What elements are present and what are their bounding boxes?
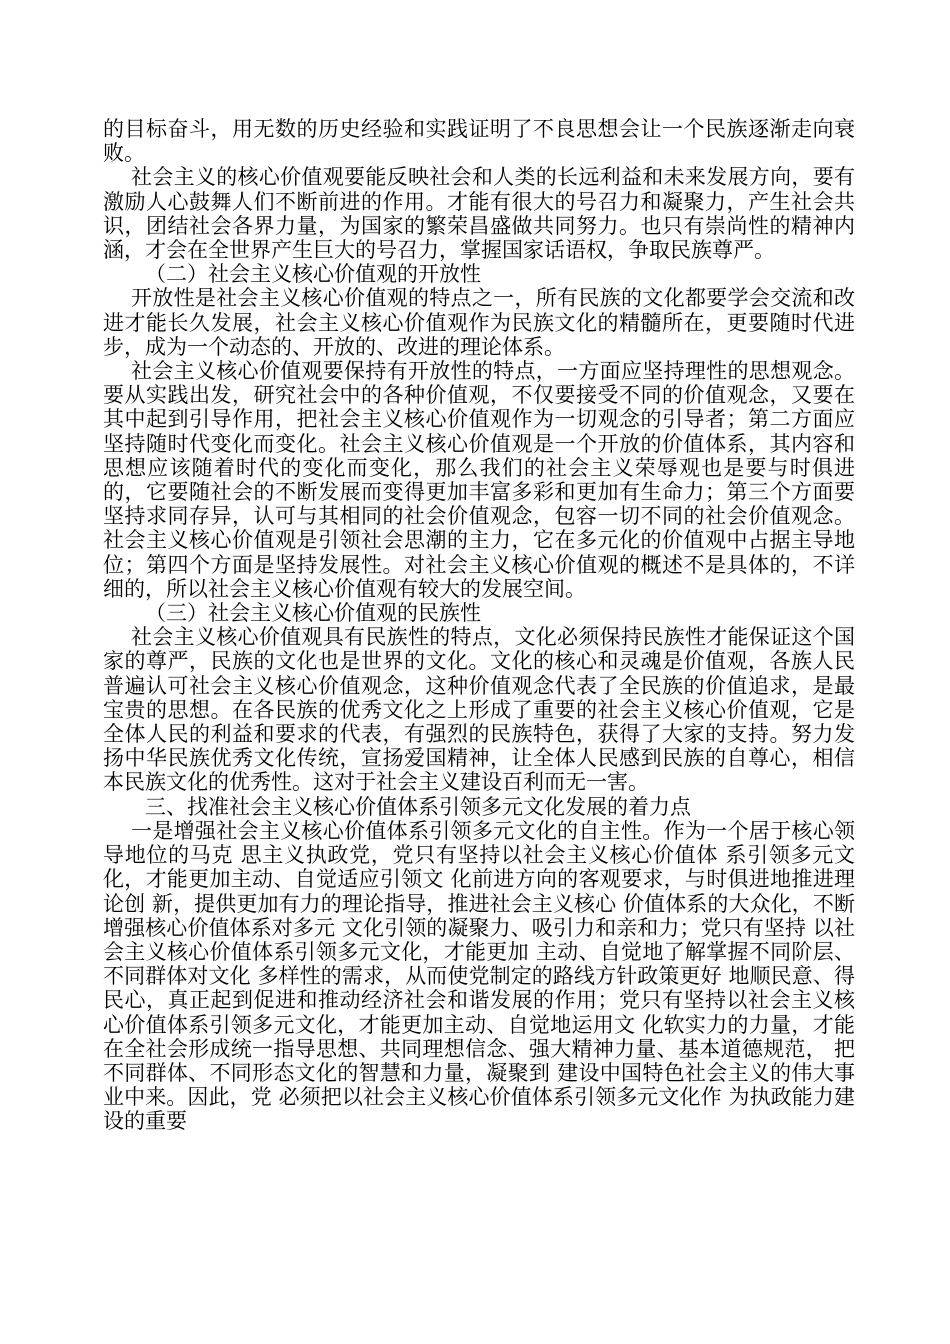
paragraph-openness-intro: 开放性是社会主义核心价值观的特点之一，所有民族的文化都要学会交流和改进才能长久发展，社会主义核心价值观作为民族文化的精髓所在，更要随时代进步，成为一个动态的、开放的、改进的理论体系。 [103, 286, 855, 359]
paragraph-continuation: 的目标奋斗，用无数的历史经验和实践证明了不良思想会让一个民族逐渐走向衰败。 [103, 117, 855, 166]
document-page [103, 117, 855, 1134]
paragraph-autonomy: 一是增强社会主义核心价值体系引领多元文化的自主性。作为一个居于核心领导地位的马克 思主义执政党，党只有坚持以社会主义核心价值体 系引领多元文化，才能更加主动、自觉适应引领文 化前进方向的客观要求，与时俱进地推进理论创 新，提供更加有力的理论指导，推进社会主义核心 价值体系的大众化，不断增强核心价值体系对多元 文化引领的凝聚力、吸引力和亲和力；党只有坚持 以社会主义核心价值体系引领多元文化，才能更加 主动、自觉地了解掌握不同阶层、不同群体对文化 多样性的需求，从而使党制定的路线方针政策更好 地顺民意、得民心，真正起到促进和推动经济社会和谐发展的作用；党只有坚持以社会主义核心价值体系引领多元文化，才能更加主动、自觉地运用文 化软实力的力量，才能在全社会形成统一指导思想、共同理想信念、强大精神力量、基本道德规范， 把不同群体、不同形态文化的智慧和力量，凝聚到 建设中国特色社会主义的伟大事业中来。因此，党 必须把以社会主义核心价值体系引领多元文化作 为执政能力建设的重要 [103, 818, 855, 1134]
paragraph-core-values-appeal: 社会主义的核心价值观要能反映社会和人类的长远利益和未来发展方向，要有激励人心鼓舞人们不断前进的作用。才能有很大的号召力和凝聚力，产生社会共识，团结社会各界力量，为国家的繁荣昌盛做共同努力。也只有崇尚性的精神内涵，才会在全世界产生巨大的号召力，掌握国家话语权，争取民族尊严。 [103, 165, 855, 263]
paragraph-nationality: 社会主义核心价值观具有民族性的特点，文化必须保持民族性才能保证这个国家的尊严，民族的文化也是世界的文化。文化的核心和灵魂是价值观，各族人民普遍认可社会主义核心价值观念，这种价值观念代表了全民族的价值追求，是最宝贵的思想。在各民族的优秀文化之上形成了重要的社会主义核心价值观，它是全体人民的利益和要求的代表，有强烈的民族特色，获得了大家的支持。努力发扬中华民族优秀文化传统，宣扬爱国精神，让全体人民感到民族的自尊心，相信本民族文化的优秀性。这对于社会主义建设百利而无一害。 [103, 625, 855, 795]
section-heading-focus-points: 三、找准社会主义核心价值体系引领多元文化发展的着力点 [145, 794, 691, 819]
section-heading-nationality: （三）社会主义核心价值观的民族性 [145, 601, 481, 626]
paragraph-openness-aspects: 社会主义核心价值观要保持有开放性的特点，一方面应坚持理性的思想观念。要从实践出发，研究社会中的各种价值观，不仅要接受不同的价值观念，又要在其中起到引导作用，把社会主义核心价值观作为一切观念的引导者；第二方面应坚持随时代变化而变化。社会主义核心价值观是一个开放的价值体系，其内容和思想应该随着时代的变化而变化，那么我们的社会主义荣辱观也是要与时俱进的，它要随社会的不断发展而变得更加丰富多彩和更加有生命力；第三个方面要坚持求同存异，认可与其相同的社会价值观念，包容一切不同的社会价值观念。社会主义核心价值观是引领社会思潮的主力，它在多元化的价值观中占据主导地位；第四个方面是坚持发展性。对社会主义核心价值观的概述不是具体的，不详细的，所以社会主义核心价值观有较大的发展空间。 [103, 359, 855, 601]
section-heading-openness: （二）社会主义核心价值观的开放性 [145, 262, 481, 287]
